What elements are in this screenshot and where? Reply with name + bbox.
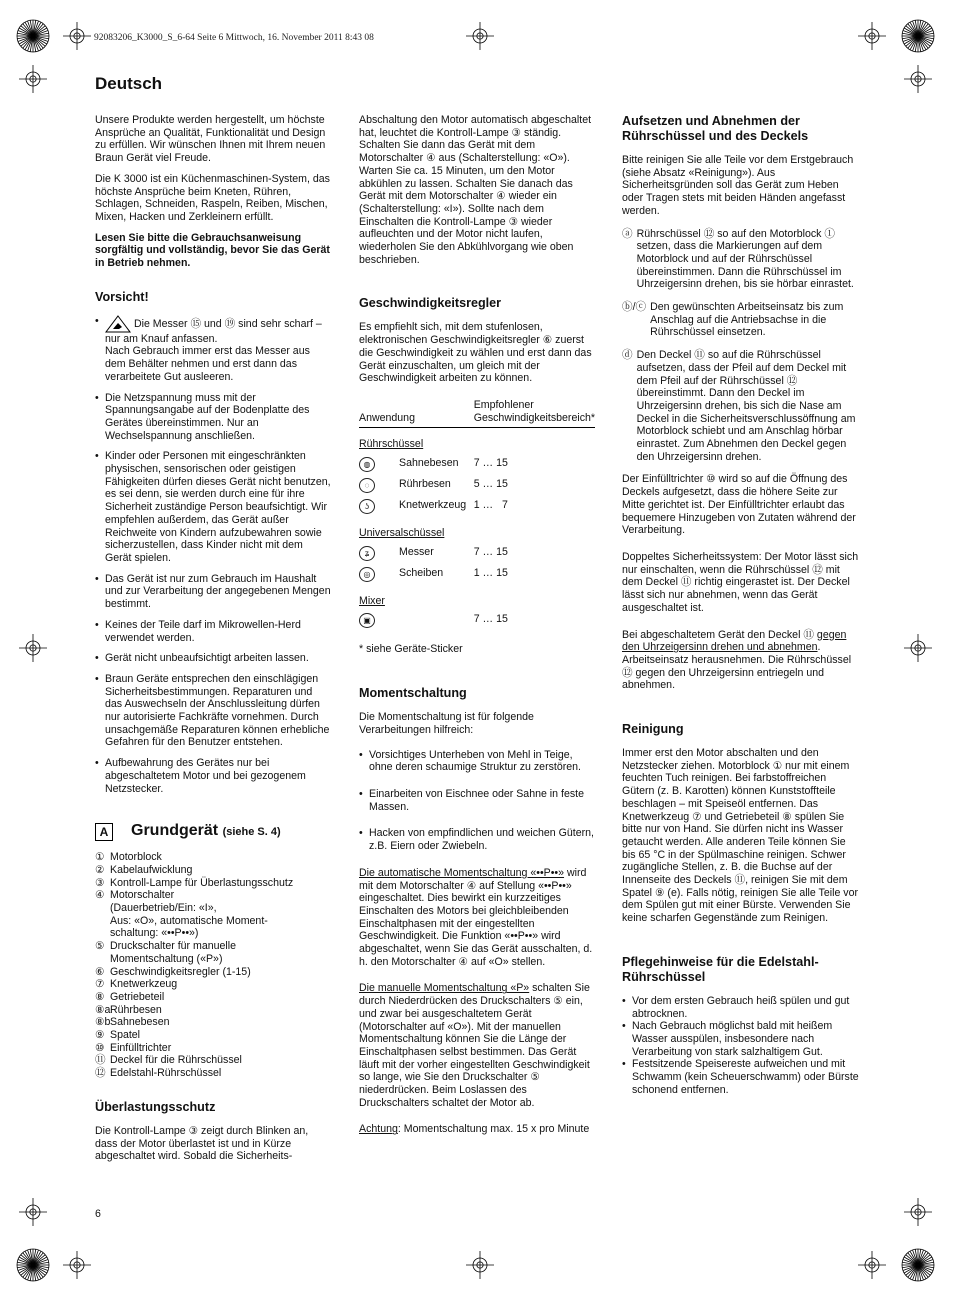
caution-item: • Braun Geräte entsprechen den einschlägigen Sicherheitsbestimmungen. Reparaturen und das Auswechseln der Anschlussleitung dürfen nur autorisierte Fachkräfte vornehmen. Durch unsachgemäße Reparaturen können erhebliche Gefahren für den Benutzer entstehen. — [95, 673, 331, 749]
disc-icon: ◎ — [359, 567, 375, 582]
pulse-intro: Die Momentschaltung ist für folgende Verarbeitungen hilfreich: — [359, 711, 534, 736]
safety-text: Doppeltes Sicherheitssystem: Der Motor lässt sich nur einschalten, wenn die Rührschüssel ⑫ mit dem Deckel ⑪ richtig eingerastet ist. Der Deckel lässt sich nur abnehmen, wenn das Gerät ausgeschaltet ist. — [622, 550, 859, 614]
whisk-icon: ◍ — [359, 457, 375, 472]
caution-heading: Vorsicht! — [95, 289, 149, 304]
part-item: ⑦ Knetwerkzeug — [95, 978, 178, 991]
parts-list — [95, 851, 331, 1080]
auto-pulse-text: Die automatische Momentschaltung «••P••» wird mit dem Motorschalter ④ auf Stellung «••P••» eingeschaltet. Dies bewirkt ein kurzzeitiges Einschalten des Motors bei gleichbleibenden Einschaltphasen mit der eingestellten Geschwindigkeit. Die Funktion «••P••» wird abgeschaltet, wenn Sie das Gerät ausschalten, d. h. den Motorschalter ④ auf «O» stellen. — [359, 866, 593, 968]
table-group-label: Universalschüssel — [359, 527, 445, 540]
care-item: • Vor dem ersten Gebrauch heiß spülen und gut abtrocknen. — [622, 995, 860, 1020]
caution-item: • Aufbewahrung des Gerätes nur bei abgeschaltetem Motor und bei gezogenem Netzstecker. — [95, 757, 331, 795]
pulse-heading: Momentschaltung — [359, 686, 467, 701]
cleaning-heading: Reinigung — [622, 722, 684, 737]
beater-icon: ◌ — [359, 478, 375, 493]
assembly-step: ⓑ/ⓒ Den gewünschten Arbeitseinsatz bis zum Anschlag auf die Antriebsachse in die Rührschüssel einsetzen. — [622, 301, 844, 339]
part-item: ⑥ Geschwindigkeitsregler (1-15) — [95, 965, 251, 978]
part-item: (Dauerbetrieb/Ein: «I», — [110, 902, 217, 915]
bowl-intro: Bitte reinigen Sie alle Teile vor dem Erstgebrauch (siehe Absatz «Reinigung»). Aus Sicherheitsgründen soll das Gerät zum Heben oder Tragen stets mit beiden Händen angefasst werden. — [622, 154, 854, 217]
caution-item: • Gerät nicht unbeaufsichtigt arbeiten lassen. — [95, 652, 331, 665]
intro-paragraph: Die K 3000 ist ein Küchenmaschinen-System, das höchste Ansprüche beim Kneten, Rühren, Schlagen, Schneiden, Raspeln, Reiben, Mischen, Mixen, Hacken und Zerkleinern erfüllt. — [95, 172, 330, 223]
table-row: ◎ Scheiben 1 … 15 — [359, 564, 595, 585]
caution-item — [95, 315, 331, 384]
cleaning-text: Immer erst den Motor abschalten und den Netzstecker ziehen. Motorblock ① nur mit einem feuchten Tuch reinigen. Bei farbstoffreichen Gütern (z. B. Karotten) können Kunststoffteile beschlagen – mit Speiseöl entfernen. Das Knetwerkzeug ⑦ und Getriebeteil ⑧ spülen Sie bitte nur von Hand. Sie dürfen nicht ins Wasser getaucht werden. Alle anderen Teile können Sie bis 65 °C in der Spülmaschine reinigen. Schwer zugängliche Stellen, z. B. die Buchse auf der Innenseite des Deckels ⑪, reinigen Sie mit dem Spatel ⑨ (e). Falls nötig, reinigen Sie alle Teile vor dem Spülen gut mit einer Bürste. Verwenden Sie keine scharfen Gegenstände zum Reinigen. — [622, 747, 859, 925]
caution-item-text: Die Messer ⑮ und ⑲ sind sehr scharf – nur am Knauf anfassen. — [105, 317, 322, 345]
overload-text: Die Kontroll-Lampe ③ zeigt durch Blinken an, dass der Motor überlastet ist und in Kürze abgeschaltet wird. Sobald die Sicherheits- — [95, 1124, 309, 1163]
pulse-list — [359, 749, 595, 853]
caution-item-text: Nach Gebrauch immer erst das Messer aus dem Behälter nehmen und erst dann das verarbeitete Gut ausleeren. — [105, 345, 310, 383]
table-head-left: Anwendung — [359, 411, 415, 424]
pulse-item: • Einarbeiten von Eischnee oder Sahne in feste Massen. — [359, 788, 595, 813]
table-group-label: Mixer — [359, 594, 385, 607]
caution-item: • Keines der Teile darf im Mikrowellen-Herd verwendet werden. — [95, 619, 331, 644]
assembly-step: ⓐ Rührschüssel ⑫ so auf den Motorblock ① setzen, dass die Markierungen auf dem Motorblock und auf der Rührschüssel übereinstimmen. Dann die Rührschüssel im Uhrzeigersinn drehen, bis sie hörbar einrastet. — [622, 227, 854, 291]
part-item: ⑧a Rührbesen — [95, 1003, 162, 1016]
section-a-heading — [95, 823, 331, 841]
part-item: schaltung: «••P••») — [110, 927, 199, 940]
language-title: Deutsch — [95, 74, 163, 93]
intro-bold: Lesen Sie bitte die Gebrauchsanweisung sorgfältig und vollständig, bevor Sie das Gerät in Betrieb nehmen. — [95, 231, 330, 270]
care-item: • Nach Gebrauch möglichst bald mit heißem Wasser ausspülen, insbesondere nach Verarbeitung von stark salzhaltigem Gut. — [622, 1020, 860, 1058]
assembly-steps — [622, 228, 860, 464]
caution-item: • Die Netzspannung muss mit der Spannungsangabe auf der Bodenplatte des Gerätes übereinstimmen. Nur an Wechselspannung anschließen. — [95, 392, 331, 443]
part-item: ⑧b Sahnebesen — [95, 1016, 170, 1029]
dough-hook-icon: ʖ — [359, 499, 375, 514]
funnel-text: Der Einfülltrichter ⑩ wird so auf die Öffnung des Deckels aufgesetzt, dass die höhere Seite zur Mitte gerichtet ist. Der Einfülltrichter erlaubt das bequemere Hinzugeben von Zutaten während der Verarbeitung. — [622, 473, 856, 537]
speed-table — [359, 393, 595, 632]
blender-icon: ▣ — [359, 613, 375, 628]
care-heading: Pflegehinweise für die Edelstahl-Rührschüssel — [622, 954, 819, 984]
table-group-label: Rührschüssel — [359, 438, 424, 451]
table-row: ʑ Messer 7 … 15 — [359, 543, 595, 564]
caution-list — [95, 315, 331, 796]
column-3 — [622, 114, 860, 1104]
manual-pulse-text: Die manuelle Momentschaltung «P» schalten Sie durch Niederdrücken des Druckschalters ⑤ ein, und zwar bei ausgeschaltetem Gerät (Motorschalter auf «O»). Mit der manuellen Momentschaltung können Sie die Länge der Einschaltphasen selbst bestimmen. Das Gerät läuft mit der vorher eingestellten Geschwindigkeit so lange, wie Sie den Druckschalter ⑤ niederdrücken. Beim Loslassen des Druckschalters schaltet der Motor ab. — [359, 982, 590, 1109]
table-row: ◌ Rührbesen 5 … 15 — [359, 475, 595, 496]
part-item: ⑤ Druckschalter für manuelle — [95, 940, 236, 953]
caution-item: • Kinder oder Personen mit eingeschränkten physischen, sensorischen oder geistigen Fähigkeiten dürfen dieses Gerät nicht benutzen, es sei denn, sie werden durch eine für ihre Sicherheit zuständige Person beaufsichtigt. Wir empfehlen außerdem, das Gerät außer Reichweite von Kindern aufzubewahren sowie sicherzustellen, dass Kinder nicht mit dem Gerät spielen. — [95, 450, 331, 564]
part-item: ⑫ Edelstahl-Rührschüssel — [95, 1067, 222, 1080]
column-1 — [95, 114, 331, 1171]
pulse-item: • Hacken von empfindlichen und weichen Gütern, z.B. Eiern oder Zwiebeln. — [359, 827, 595, 852]
blade-icon: ʑ — [359, 546, 375, 561]
part-item: ⑩ Einfülltrichter — [95, 1041, 172, 1054]
table-head-right: Empfohlener Geschwindigkeitsbereich* — [473, 398, 596, 424]
intro-paragraph: Unsere Produkte werden hergestellt, um höchste Ansprüche an Qualität, Funktionalität und Design zu erfüllen. Wir wünschen Ihnen mit Ihrem neuen Braun Gerät viel Freude. — [95, 114, 326, 165]
remove-text: Bei abgeschaltetem Gerät den Deckel ⑪ gegen den Uhrzeigersinn drehen und abnehmen. Arbeitseinsatz herausnehmen. Die Rührschüssel ⑫ gegen den Uhrzeigersinn entriegeln und abnehmen. — [622, 628, 852, 692]
care-list — [622, 995, 860, 1097]
speed-text: Es empfiehlt sich, mit dem stufenlosen, elektronischen Geschwindigkeitsregler ⑥ zuerst die Geschwindigkeit zu wählen und erst dann das Gerät einzuschalten, um gleich mit der Geschwindigkeit arbeiten zu können. — [359, 321, 592, 385]
column-2 — [359, 114, 595, 1144]
part-item: ⑪ Deckel für die Rührschüssel — [95, 1054, 242, 1067]
part-item: ⑨ Spatel — [95, 1029, 141, 1042]
part-item: ⑧ Getriebeteil — [95, 990, 165, 1003]
pulse-item: • Vorsichtiges Unterheben von Mehl in Teige, ohne deren schaumige Struktur zu zerstören. — [359, 749, 595, 774]
part-item: ③ Kontroll-Lampe für Überlastungsschutz — [95, 876, 294, 889]
overload-heading: Überlastungsschutz — [95, 1099, 216, 1114]
assembly-step: ⓓ Den Deckel ⑪ so auf die Rührschüssel aufsetzen, dass der Pfeil auf dem Deckel mit dem Pfeil auf der Rührschüssel ⑫ übereinstimmt. Dann den Deckel im Uhrzeigersinn drehen, bis sich die Nase am Deckel in die Sicherheitsverschlussöffnung am Motorblock schiebt und am Anschlag hörbar einrastet. Zum Abnehmen den Deckel gegen den Uhrzeigersinn drehen. — [622, 349, 856, 463]
care-item: • Festsitzende Speisereste aufweichen und mit Schwamm (kein Scheuerschwamm) oder Bürste schonend entfernen. — [622, 1058, 860, 1096]
continued-text: Abschaltung den Motor automatisch abgeschaltet hat, leuchtet die Kontroll-Lampe ③ ständig. Schalten Sie dann das Gerät mit dem Motorschalter ④ aus (Schalterstellung: «O»). Warten Sie ca. 15 Minuten, um den Motor abkühlen zu lassen. Schalten Sie danach das Gerät mit dem Motorschalter ④ wieder ein (Schalterstellung: «I»). Sollte nach dem Einschalten die Kontroll-Lampe ③ wieder aufleuchten und der Motor nicht laufen, wiederholen Sie den Abkühlvorgang wie oben beschrieben. — [359, 114, 592, 266]
table-row: ʖ Knetwerkzeug 1 … 7 — [359, 496, 595, 517]
part-item: ① Motorblock — [95, 851, 162, 864]
part-item: ② Kabelaufwicklung — [95, 863, 193, 876]
section-letter-box: A — [95, 823, 113, 841]
table-row: ◍ Sahnebesen 7 … 15 — [359, 454, 595, 475]
attention-text: Achtung: Momentschaltung max. 15 x pro Minute — [359, 1123, 590, 1136]
print-header: 92083206_K3000_S_6-64 Seite 6 Mittwoch, 16. November 2011 8:43 08 — [94, 33, 374, 43]
part-item: Momentschaltung («P») — [110, 952, 223, 965]
part-item: ④ Motorschalter — [95, 889, 175, 902]
page-number: 6 — [95, 1208, 101, 1220]
bowl-heading: Aufsetzen und Abnehmen der Rührschüssel und des Deckels — [622, 114, 809, 143]
part-item: Aus: «O», automatische Moment- — [110, 914, 268, 927]
section-title: Grundgerät (siehe S. 4) — [131, 822, 281, 840]
hand-blade-warning-icon — [105, 315, 131, 333]
caution-item: • Das Gerät ist nur zum Gebrauch im Haushalt und zur Verarbeitung der angegebenen Mengen bestimmt. — [95, 573, 331, 611]
table-note: * siehe Geräte-Sticker — [359, 643, 463, 656]
speed-heading: Geschwindigkeitsregler — [359, 296, 502, 311]
table-row: ▣ 7 … 15 — [359, 610, 595, 631]
